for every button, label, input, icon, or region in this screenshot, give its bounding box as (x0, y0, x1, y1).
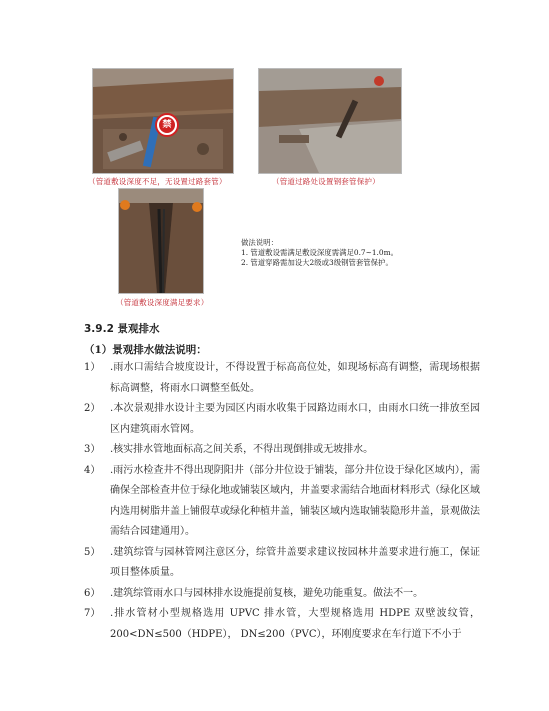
deep-trench-photo-illustration (119, 189, 203, 293)
list-item (84, 604, 480, 645)
method-note-line: 1. 管道敷设需满足敷设深度需满足0.7~1.0m。 (241, 248, 398, 257)
subsection-title: （1）景观排水做法说明： (84, 344, 207, 356)
item-text: .雨污水检查井不得出现阴阳井（部分井位设于铺装，部分井位设于绿化区域内），需确保全部检查井位于绿化地或铺装区域内，井盖要求需结合地面材料形式（绿化区域内选用树脂井盖上铺假草或绿化种植井盖，铺装区域内选取铺装隐形井盖，景观做法需结合园建通用）。 (110, 464, 480, 537)
item-number: 4） (84, 464, 101, 476)
list-item (84, 399, 480, 440)
method-note-heading: 做法说明： (241, 238, 278, 247)
photo-sufficient-depth (118, 188, 204, 294)
list-item (84, 543, 480, 584)
prohibited-badge-inner: 禁 (159, 117, 175, 133)
item-number: 6） (84, 587, 101, 599)
item-number: 3） (84, 444, 101, 455)
photo-caption-steel-casing: （管道过路处设置钢套管保护） (272, 177, 380, 186)
item-number: 2） (84, 403, 101, 414)
prohibited-badge (155, 113, 179, 137)
item-text: .本次景观排水设计主要为园区内雨水收集于园路边雨水口，由雨水口统一排放至园区内建筑雨水管网。 (110, 403, 480, 435)
item-number: 5） (84, 546, 101, 558)
item-text: .雨水口需结合坡度设计，不得设置于标高高位处，如现场标高有调整，需现场根据标高调整，将雨水口调整至低处。 (110, 362, 480, 394)
method-note (241, 238, 398, 268)
list-item (84, 358, 480, 399)
item-text: .建筑综管雨水口与园林排水设施提前复核，避免功能重复。做法不一。 (110, 587, 424, 599)
item-number: 1） (84, 362, 101, 373)
photo-insufficient-depth (92, 68, 234, 174)
photo-caption-insufficient-depth: （管道敷设深度不足，无设置过路套管） (88, 177, 227, 186)
list-item (84, 584, 480, 605)
photo-steel-casing (258, 68, 402, 174)
item-text: .核实排水管地面标高之间关系，不得出现倒排或无坡排水。 (110, 444, 374, 455)
road-crossing-photo-illustration (259, 69, 401, 173)
list-item (84, 461, 480, 543)
drainage-notes-list (84, 358, 480, 645)
list-item (84, 440, 480, 461)
method-note-line: 2. 管道穿路需加设大2级或3级钢管套管保护。 (241, 258, 393, 267)
item-text: .建筑综管与园林管网注意区分，综管井盖要求建议按园林井盖要求进行施工，保证项目整体质量。 (110, 546, 480, 578)
photo-caption-sufficient-depth: （管道敷设深度满足要求） (116, 298, 209, 307)
item-number: 7） (84, 608, 101, 619)
item-text: .排水管材小型规格选用 UPVC 排水管，大型规格选用 HDPE 双壁波纹管，200<DN≤500（HDPE）， DN≤200（PVC），环刚度要求在车行道下不小于 (110, 608, 480, 640)
section-title: 3.9.2 景观排水 (84, 323, 160, 335)
